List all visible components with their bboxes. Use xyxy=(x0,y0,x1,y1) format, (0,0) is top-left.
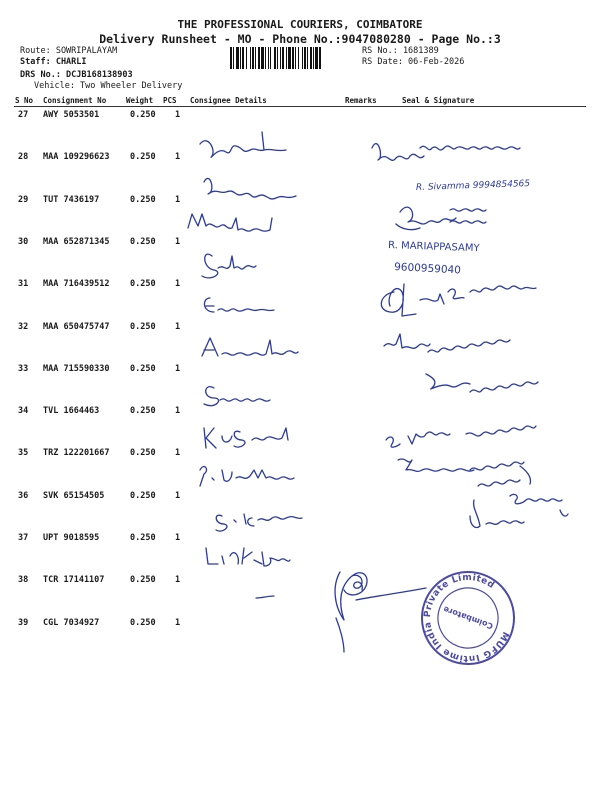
cell-sno: 30 xyxy=(18,236,29,247)
cell-sno: 29 xyxy=(18,194,29,205)
stamp-ring-text: MUFG Intime India Private Limited xyxy=(422,572,511,664)
hw-consignee-30 xyxy=(202,254,256,278)
vehicle-label: Vehicle: Two Wheeler Delivery xyxy=(34,81,183,91)
cell-sno: 36 xyxy=(18,490,29,501)
cell-pcs: 1 xyxy=(175,490,181,501)
cell-consignment: MAA 716439512 xyxy=(43,279,110,290)
cell-pcs: 1 xyxy=(175,575,181,586)
col-seal: Seal & Signature xyxy=(402,96,475,105)
cell-sno: 37 xyxy=(18,533,29,543)
cell-sno: 39 xyxy=(18,617,29,628)
col-sno: S No xyxy=(15,96,34,105)
hw-sig-31 xyxy=(381,284,536,316)
hw-consignee-28 xyxy=(204,178,296,199)
cell-sno: 38 xyxy=(18,575,29,586)
cell-sno: 34 xyxy=(18,406,29,417)
cell-sno: 27 xyxy=(18,110,29,120)
cell-consignment: TVL 1664463 xyxy=(43,406,100,417)
hw-consignee-35 xyxy=(200,467,294,486)
cell-weight: 0.250 xyxy=(130,152,156,163)
cell-weight: 0.250 xyxy=(130,533,156,543)
drs-number: DRS No.: DCJB168138903 xyxy=(20,70,133,80)
cell-pcs: 1 xyxy=(175,363,181,374)
company-title: THE PROFESSIONAL COURIERS, COIMBATORE xyxy=(177,18,423,31)
cell-weight: 0.250 xyxy=(130,490,156,501)
cell-consignment: TRZ 122201667 xyxy=(43,448,110,459)
rs-date: RS Date: 06-Feb-2026 xyxy=(362,57,465,67)
cell-weight: 0.250 xyxy=(130,406,156,417)
hw-consignee-36 xyxy=(216,514,302,531)
cell-weight: 0.250 xyxy=(130,110,156,120)
cell-pcs: 1 xyxy=(175,279,181,290)
hw-sig-30-name: R. MARIAPPASAMY xyxy=(387,240,480,255)
cell-sno: 33 xyxy=(18,363,29,374)
cell-weight: 0.250 xyxy=(130,236,156,247)
cell-sno: 32 xyxy=(18,321,29,332)
cell-consignment: CGL 7034927 xyxy=(43,617,100,628)
cell-weight: 0.250 xyxy=(130,617,156,628)
hw-consignee-38 xyxy=(256,596,274,598)
hw-consignee-29 xyxy=(188,214,272,231)
cell-pcs: 1 xyxy=(175,236,181,247)
cell-consignment: TUT 7436197 xyxy=(43,194,100,205)
cell-weight: 0.250 xyxy=(130,321,156,332)
cell-pcs: 1 xyxy=(175,617,181,628)
hw-sig-34 xyxy=(386,426,536,447)
hw-sig-30-phone: 9600959040 xyxy=(393,261,462,277)
cell-weight: 0.250 xyxy=(130,448,156,459)
hw-consignee-31 xyxy=(204,298,274,312)
cell-pcs: 1 xyxy=(175,406,181,417)
cell-consignment: MAA 652871345 xyxy=(43,236,110,247)
hw-sig-35 xyxy=(398,459,531,486)
cell-sno: 28 xyxy=(18,152,29,163)
hw-consignee-37 xyxy=(206,548,290,566)
col-consignee: Consignee Details xyxy=(190,96,267,105)
runsheet-subtitle: Delivery Runsheet - MO - Phone No.:9047080280 - Page No.:3 xyxy=(99,32,501,46)
hw-sig-33 xyxy=(426,374,538,392)
cell-consignment: MAA 715590330 xyxy=(43,363,110,374)
cell-consignment: TCR 17141107 xyxy=(43,575,105,586)
stamp-city: Coimbatore xyxy=(442,604,495,631)
cell-pcs: 1 xyxy=(175,110,181,120)
hw-sig-29 xyxy=(396,207,486,230)
cell-weight: 0.250 xyxy=(130,194,156,205)
cell-pcs: 1 xyxy=(175,448,181,459)
hw-consignee-33 xyxy=(204,387,270,406)
company-stamp xyxy=(418,568,518,668)
cell-consignment: UPT 9018595 xyxy=(43,533,100,543)
hw-consignee-34 xyxy=(204,428,288,448)
route-label: Route: SOWRIPALAYAM xyxy=(20,46,118,56)
cell-pcs: 1 xyxy=(175,152,181,163)
col-remarks: Remarks xyxy=(345,96,377,105)
cell-consignment: SVK 65154505 xyxy=(43,490,105,501)
rs-number: RS No.: 1681389 xyxy=(362,46,439,56)
cell-sno: 31 xyxy=(18,279,29,290)
col-consignment: Consignment No xyxy=(43,96,107,105)
staff-label: Staff: CHARLI xyxy=(20,57,87,67)
cell-consignment: AWY 5053501 xyxy=(43,110,100,120)
col-weight: Weight xyxy=(126,96,154,105)
hw-sig-32 xyxy=(384,334,510,352)
hw-sig-39 xyxy=(336,588,426,652)
cell-sno: 35 xyxy=(18,448,29,459)
cell-pcs: 1 xyxy=(175,194,181,205)
cell-consignment: MAA 650475747 xyxy=(43,321,110,332)
col-pcs: PCS xyxy=(163,96,177,105)
cell-weight: 0.250 xyxy=(130,575,156,586)
hw-consignee-27 xyxy=(200,132,286,157)
cell-weight: 0.250 xyxy=(130,279,156,290)
consignee-scribbles xyxy=(188,132,302,598)
hw-consignee-32 xyxy=(202,338,298,356)
cell-consignment: MAA 109296623 xyxy=(43,152,110,163)
cell-pcs: 1 xyxy=(175,321,181,332)
hw-sig-28-text: R. Sivamma 9994854565 xyxy=(415,179,531,193)
hw-sig-36 xyxy=(470,494,568,527)
cell-weight: 0.250 xyxy=(130,363,156,374)
hw-sig-38 xyxy=(335,572,367,620)
cell-pcs: 1 xyxy=(175,533,181,543)
hw-sig-27 xyxy=(372,144,520,161)
